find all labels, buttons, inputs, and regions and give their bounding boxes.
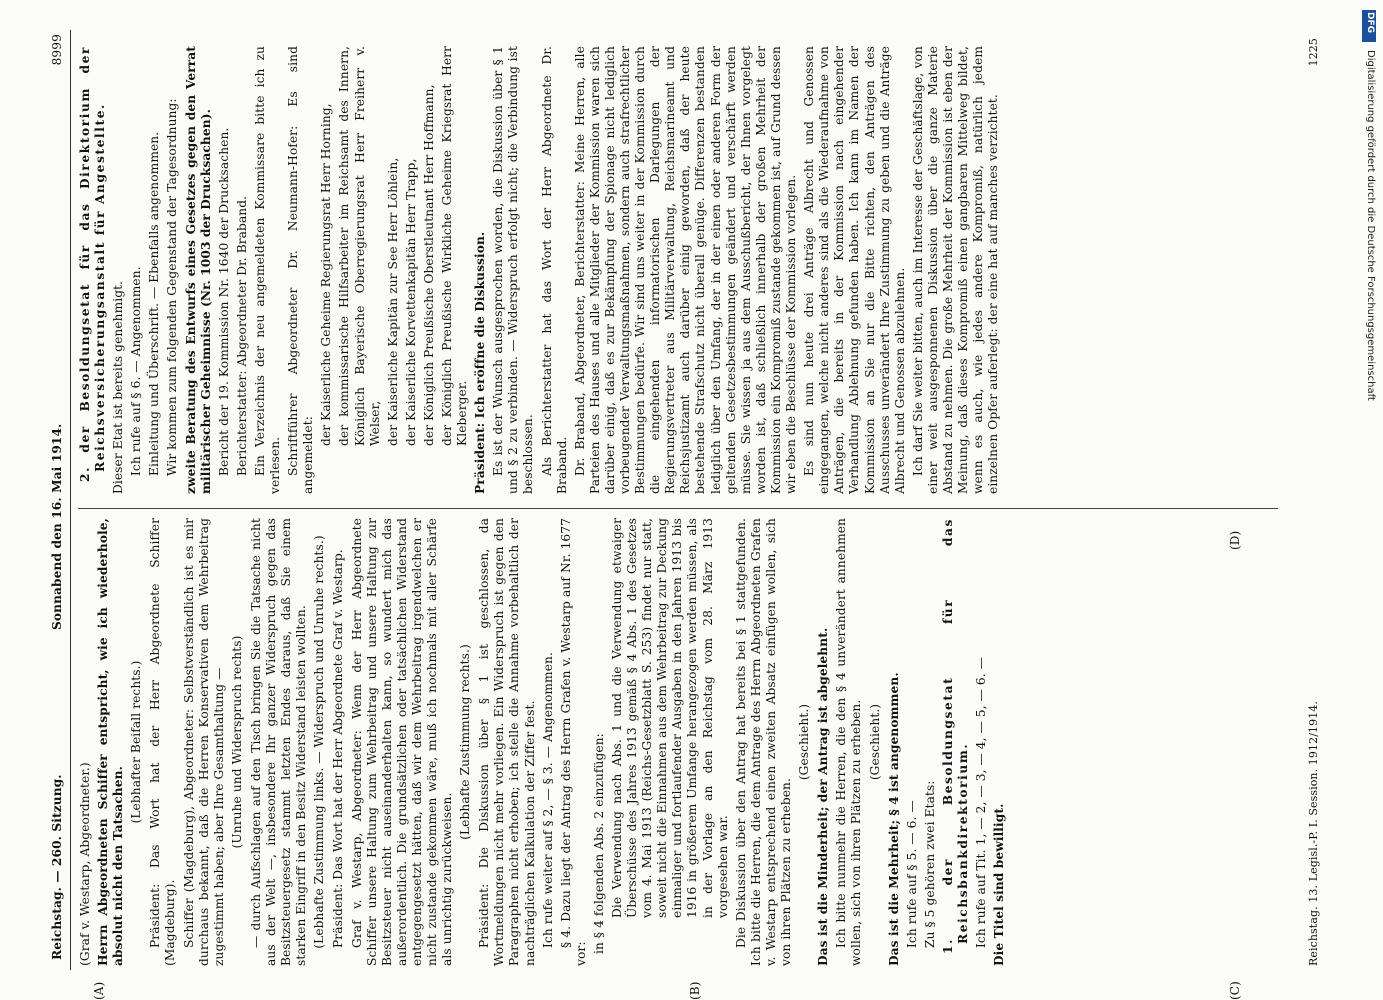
header-center: Sonnabend den 16. Mai 1914. — [50, 423, 64, 630]
rotated-page — [48, 30, 1338, 1000]
paragraph: Es ist der Wunsch ausgesprochen worden, die Diskussion über § 1 und § 2 zu verbinden. — Widerspruch erfolgt nicht; die Verbindung ist beschlossen. — [491, 46, 536, 494]
paragraph: Ich rufe auf § 6. — Angenommen. — [129, 266, 144, 476]
interjection: (Lebhafte Zustimmung rechts.) — [458, 644, 473, 840]
page-number: 8999 — [50, 34, 64, 66]
paragraph: Bericht der 19. Kommission Nr. 1640 der Drucksachen. — [216, 127, 231, 476]
paragraph: Ich darf Sie weiter bitten, auch im Interesse der Geschäftslage, von einer weit ausgesponnenen Diskussion über die ganze Materie Abstand zu nehmen. Die große Mehrheit der Kommission ist eben der Meinung, daß dieses Kompromiß einen gangbaren Mittelweg bildet, wenn es auch, wie jedes andere Kompromiß, natürlich jedem einzelnen Opfer auferlegt: der eine hat auf manches verzichtet. — [910, 46, 1001, 494]
paragraph: Dr. Braband, Abgeordneter, Berichterstatter: Meine Herren, alle Parteien des Hauses und alle Mitglieder der Kommission waren sich darüber einig, daß es zur Bekämpfung der Spionage nicht lediglich vorbeugender Verwaltungsmaßnahmen, sondern auch strafrechtlicher Bestimmungen bedürfe. Wir sind uns weiter in der Kommission durch die eingehenden informatorischen Darlegungen der Regierungsvertreter aus Militärverwaltung, Reichsmarineamt und Reichsjustizamt auch darüber einig geworden, daß der heute bestehende Strafschutz nicht überall genüge. Differenzen bestanden lediglich über den Umfang, der in der einen oder anderen Form der geltenden Gesetzesbestimmungen geändert und verschärft werden müsse. Sie wissen ja aus dem Ausschußbericht, der Ihnen vorgelegt worden ist, daß schließlich innerhalb der großen Mehrheit der Kommission ein Kompromiß zustande gekommen ist, auf Grund dessen wir eben die Beschlüsse der Kommission vorlegen. — [572, 46, 799, 494]
paragraph: Dieser Etat ist bereits genehmigt. — [111, 280, 126, 494]
paragraph: Berichterstatter: Abgeordneter Dr. Braband. — [234, 195, 249, 476]
paragraph: Ich bitte nunmehr die Herren, die den § 4 unverändert annehmen wollen, sich von ihren Plätzen zu erheben. — [834, 518, 864, 966]
right-column — [78, 46, 1004, 494]
paragraph: Schiffer (Magdeburg), Abgeordneter: Selbstverständlich ist es mir durchaus bekannt, daß die Herren Konservativen dem Wehrbeitrag zugestimmt haben; aber Ihre Gesamthaltung — — [181, 518, 226, 966]
paragraph: — durch Aufschlagen auf den Tisch bringen Sie die Tatsache nicht aus der Welt —, insbesondere Ihr ganzer Widerspruch gegen das Besitzsteuergesetz stammt letzten Endes daraus, daß Sie einem starken Eingriff in den Besitz Widerstand leisten wollten. — [248, 518, 309, 966]
dfg-logo: DFG — [1362, 10, 1376, 42]
paragraph: Das ist die Minderheit; der Antrag ist abgelehnt. — [816, 627, 831, 966]
commissioner-item: der kommissarische Hilfsarbeiter im Reichsamt des Innern, Königlich Bayerische Oberregierungsrat Herr Freiherr v. Welser, — [337, 46, 382, 446]
commissioner-item: der Kaiserliche Kapitän zur See Herr Löhlein, — [385, 157, 400, 446]
margin-marker-d: (D) — [1228, 530, 1242, 550]
paragraph: Ich rufe auf § 5. — 6. — — [904, 800, 919, 948]
paragraph: Schriftführer Abgeordneter Dr. Neumann-Hofer: Es sind angemeldet: — [286, 46, 316, 494]
page-header — [48, 30, 71, 970]
left-column — [78, 518, 1010, 966]
paragraph: Zu § 5 gehören zwei Etats: — [922, 780, 937, 948]
margin-marker-c: (C) — [1228, 981, 1242, 1000]
commissioner-item: der Kaiserliche Korvettenkapitän Herr Trapp, — [403, 158, 418, 446]
paragraph: Die Diskussion über den Antrag hat bereits bei § 1 stattgefunden. Ich bitte die Herren, die dem Antrage des Herrn Abgeordneten Grafen v. Westarp entsprechend einen zweiten Absatz einfügen wollen, sich von ihren Plätzen zu erheben. — [733, 518, 794, 966]
interjection: (Unruhe und Widerspruch rechts) — [229, 635, 244, 849]
page-signature: 1225 — [1307, 38, 1320, 67]
paragraph: Präsident: Die Diskussion über § 1 ist geschlossen, da Wortmeldungen nicht mehr vorliegen. Ein Widerspruch ist gegen den Paragraphen nicht erhoben; ich stelle die Annahme vorbehaltlich der nachträglichen Kalkulation der Ziffer fest. — [477, 518, 537, 966]
paragraph: Als Berichterstatter hat das Wort der Herr Abgeordnete Dr. Braband. — [539, 46, 569, 494]
paragraph: Wir kommen zum folgenden Gegenstand der Tagesordnung: — [165, 98, 180, 476]
paragraph: Ein Verzeichnis der neu angemeldeten Kommissare bitte ich zu verlesen. — [252, 46, 283, 494]
page-footer — [1306, 30, 1324, 970]
column-divider — [78, 508, 1278, 509]
header-left: Reichstag. — 260. Sitzung. — [50, 774, 64, 960]
paragraph: § 4. Dazu liegt der Antrag des Herrn Grafen v. Westarp auf Nr. 1677 vor: — [558, 518, 588, 966]
interjection: (Lebhafter Beifall rechts.) — [129, 660, 144, 824]
paragraph: Ich rufe weiter auf § 2, — § 3. — Angenommen. — [540, 652, 555, 948]
margin-marker-a: (A) — [92, 981, 106, 1000]
paragraph: Es sind nun heute drei Anträge Albrecht und Genossen eingegangen, welche nicht anderes sind als die Wiederaufnahme von Anträgen, die bereits in der Kommission nach eingehender Verhandlung Ablehnung gefunden haben. Ich kann im Namen der Kommission an Sie nur die Bitte richten, den Anträgen des Ausschusses unverändert Ihre Zustimmung zu geben und die Anträge Albrecht und Genossen abzulehnen. — [802, 46, 907, 494]
paragraph: Präsident: Das Wort hat der Herr Abgeordnete Schiffer (Magdeburg). — [148, 518, 178, 966]
interjection: (Lebhafte Zustimmung links. — Widerspruch und Unruhe rechts.) — [312, 535, 327, 949]
digitization-credit — [1362, 10, 1378, 510]
list-item: 2. der Besoldungsetat für das Direktorium der Reichsversicherungsanstalt für Angestellte. — [78, 46, 108, 482]
agenda-item: zweite Beratung des Entwurfs eines Gesetzes gegen den Verrat militärischer Geheimnisse (Nr. 1003 der Drucksachen). — [183, 46, 213, 494]
interjection: (Geschieht.) — [867, 703, 882, 781]
paragraph: Präsident: Das Wort hat der Herr Abgeordnete Graf v. Westarp. — [331, 549, 346, 948]
commissioner-item: der Königlich Preußische Oberstleutnant Herr Hoffmann, — [421, 84, 436, 446]
paragraph: Graf v. Westarp, Abgeordneter: Wenn der Herr Abgeordnete Schiffer unsere Haltung zum Wehrbeitrag und unsere Haltung zur Besitzsteuer nicht auseinanderhalten kann, so wundert mich das außerordentlich. Die grundsätzlichen oder tatsächlichen Widerstand entgegengesetzt hätten, daß wir dem Wehrbeitrag irgendwelchen er nicht zustande gekommen wäre, muß ich nochmals mit aller Schärfe als unrichtig zurückweisen. — [349, 518, 455, 966]
paragraph: Ich rufe auf Tit. 1, — 2, — 3, — 4, — 5, — 6. — — [974, 656, 989, 948]
paragraph: Präsident: Ich eröffne die Diskussion. — [473, 231, 488, 494]
interjection: (Geschieht.) — [797, 703, 812, 781]
paragraph: Das ist die Mehrheit; § 4 ist angenommen. — [886, 672, 901, 966]
motion-text: Die Verwendung nach Abs. 1 und die Verwendung etwaiger Überschüsse des Jahres 1913 gemäß § 4 Abs. 1 des Gesetzes vom 4. Mai 1913 (Reichs-Gesetzblatt S. 253) findet nur statt, soweit nicht die Einnahmen aus dem Wehrbeitrag zur Deckung einmaliger und fortlaufender Ausgaben in den Jahren 1913 bis 1916 in größerem Umfange herangezogen werden müssen, als in der Vorlage an den Reichstag vom 28. März 1913 vorgesehen war. — [610, 518, 730, 918]
paragraph: Die Titel sind bewilligt. — [992, 803, 1007, 966]
speaker-continuation: (Graf v. Westarp, Abgeordneter.) — [78, 762, 92, 966]
credit-text: Digitalisierung gefördert durch die Deutsche Forschungsgemeinschaft — [1365, 50, 1376, 401]
margin-marker-b: (B) — [688, 981, 702, 1000]
commissioner-item: der Kaiserliche Geheime Regierungsrat Herr Horning, — [319, 103, 334, 446]
list-item: 1. der Besoldungsetat für das Reichsbankdirektorium. — [940, 518, 970, 954]
commissioner-item: der Königlich Preußische Wirkliche Geheime Kriegsrat Herr Kleberger. — [439, 46, 470, 446]
footer-left: Reichstag. 13. Legisl.-P. I. Session. 1912/1914. — [1307, 700, 1320, 966]
motion-intro: in § 4 folgenden Abs. 2 einzufügen: — [591, 733, 606, 954]
paragraph: Einleitung und Überschrift. — Ebenfalls angenommen. — [147, 131, 162, 476]
paragraph: Herrn Abgeordneten Schiffer entspricht, wie ich wiederhole, absolut nicht den Tatsachen. — [96, 518, 126, 966]
